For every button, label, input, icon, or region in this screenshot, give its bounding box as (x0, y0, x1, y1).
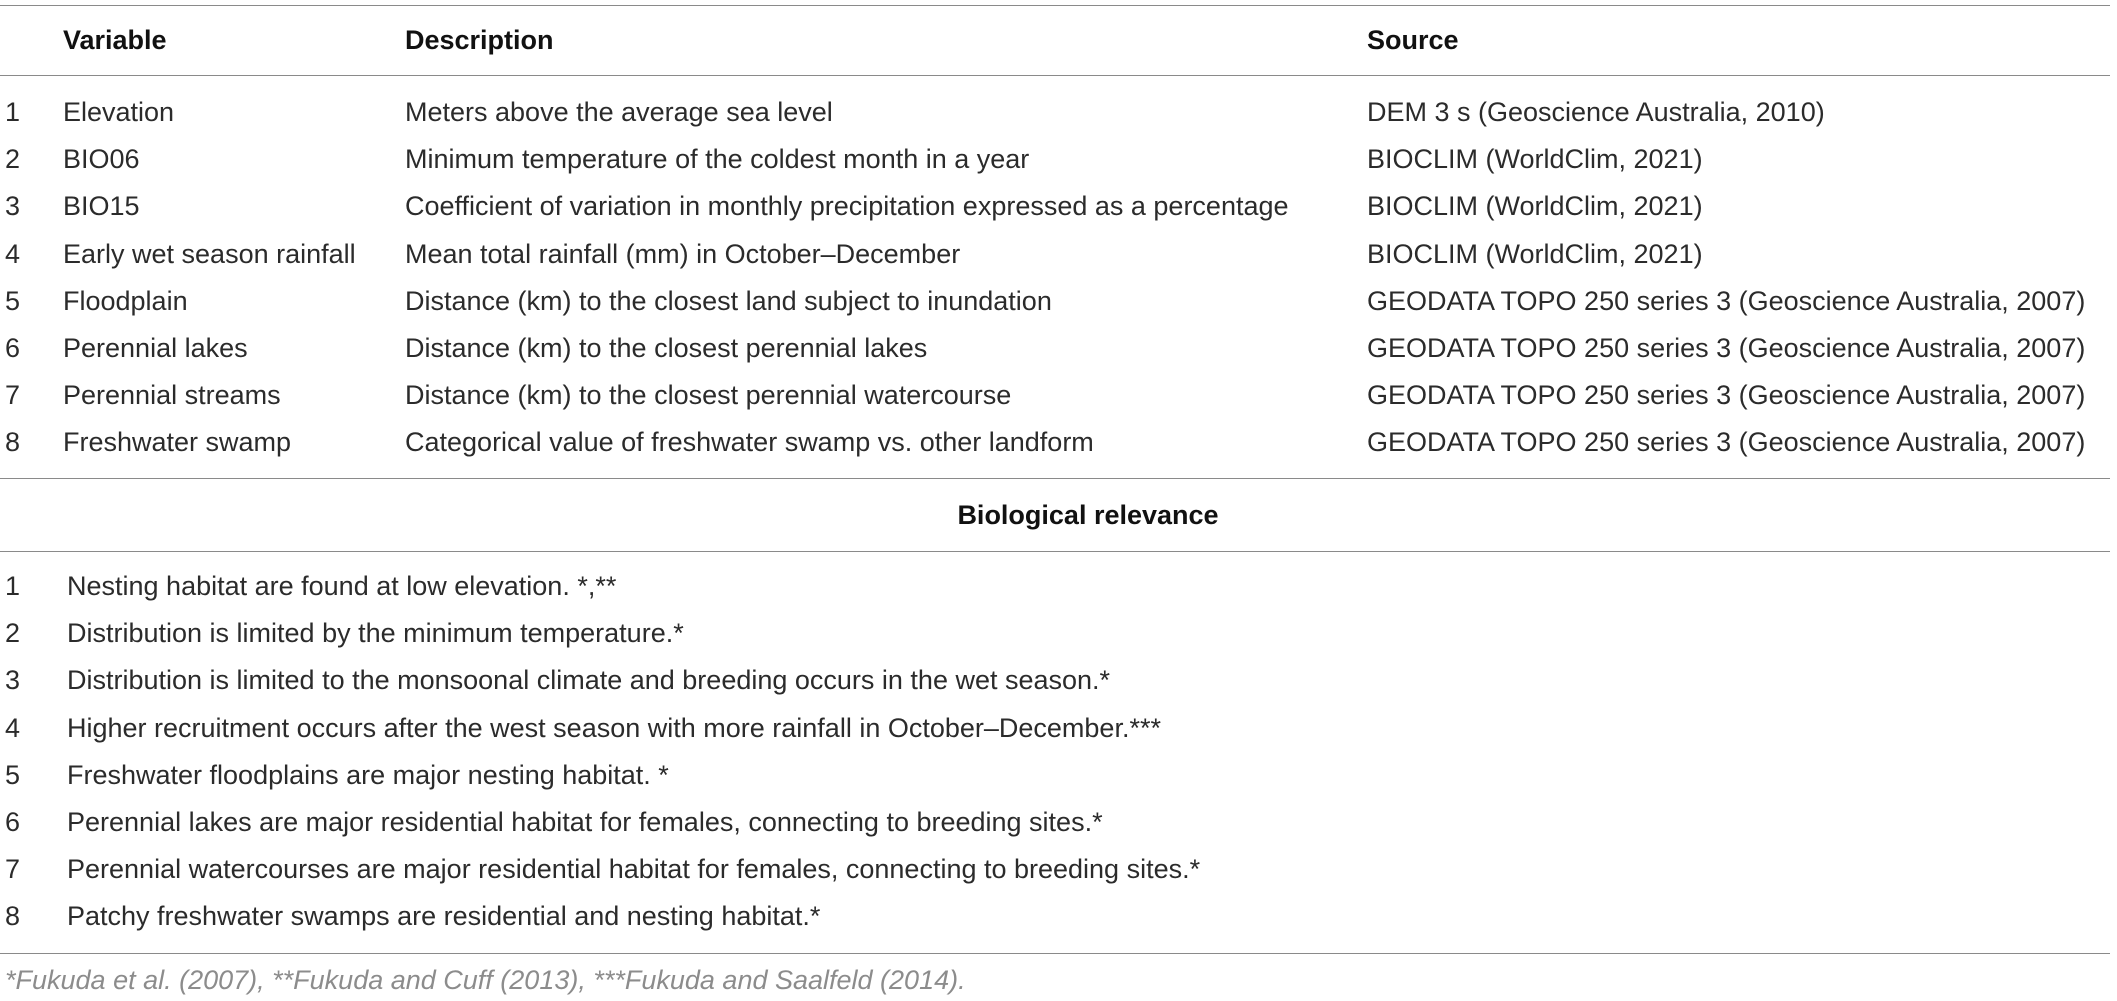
description-cell: Mean total rainfall (mm) in October–December (405, 238, 961, 269)
row-number: 2 (5, 144, 21, 175)
header-source: Source (1367, 25, 1459, 55)
biological-relevance-heading: Biological relevance (957, 500, 1219, 530)
row-number: 5 (5, 759, 21, 790)
row-number: 8 (5, 901, 21, 932)
row-number: 6 (5, 806, 21, 837)
relevance-text: Distribution is limited by the minimum temperature.* (67, 618, 684, 649)
relevance-text: Perennial watercourses are major residential habitat for females, connecting to breeding sites.* (67, 854, 1201, 885)
list-item (0, 660, 2110, 707)
header-rule (0, 75, 2110, 76)
row-number: 7 (5, 380, 21, 411)
source-cell: BIOCLIM (WorldClim, 2021) (1367, 144, 1703, 175)
description-cell: Meters above the average sea level (405, 97, 833, 127)
list-item (0, 566, 2110, 613)
description-cell: Distance (km) to the closest perennial watercourse (405, 380, 1012, 411)
relevance-header-rule (0, 551, 2110, 552)
table-row (0, 375, 2110, 422)
description-cell: Distance (km) to the closest land subject to inundation (405, 285, 1052, 316)
description-cell: Distance (km) to the closest perennial lakes (405, 332, 928, 363)
row-number: 1 (5, 571, 21, 601)
list-item (0, 802, 2110, 849)
list-item (0, 755, 2110, 802)
source-cell: DEM 3 s (Geoscience Australia, 2010) (1367, 97, 1825, 127)
relevance-text: Freshwater floodplains are major nesting habitat. * (67, 759, 669, 790)
bottom-rule (0, 953, 2110, 954)
description-cell: Minimum temperature of the coldest month in a year (405, 144, 1030, 175)
table-row (0, 328, 2110, 375)
table-row (0, 234, 2110, 281)
source-cell: GEODATA TOPO 250 series 3 (Geoscience Australia, 2007) (1367, 427, 2086, 458)
row-number: 3 (5, 665, 21, 696)
relevance-text: Higher recruitment occurs after the west season with more rainfall in October–December.*** (67, 712, 1161, 743)
description-cell: Categorical value of freshwater swamp vs. other landform (405, 427, 1094, 458)
footnote: *Fukuda et al. (2007), **Fukuda and Cuff (2013), ***Fukuda and Saalfeld (2014). (5, 965, 966, 995)
row-number: 2 (5, 618, 21, 649)
list-item (0, 708, 2110, 755)
row-number: 3 (5, 191, 21, 222)
description-cell: Coefficient of variation in monthly precipitation expressed as a percentage (405, 191, 1289, 222)
relevance-text: Perennial lakes are major residential habitat for females, connecting to breeding sites.* (67, 806, 1103, 837)
source-cell: BIOCLIM (WorldClim, 2021) (1367, 238, 1703, 269)
source-cell: GEODATA TOPO 250 series 3 (Geoscience Australia, 2007) (1367, 380, 2086, 411)
table-row (0, 281, 2110, 328)
source-cell: GEODATA TOPO 250 series 3 (Geoscience Australia, 2007) (1367, 332, 2086, 363)
relevance-text: Patchy freshwater swamps are residential and nesting habitat.* (67, 901, 821, 932)
variable-cell: Perennial lakes (63, 332, 248, 363)
list-item (0, 613, 2110, 660)
table-row (0, 186, 2110, 233)
table-header-row (0, 5, 2110, 75)
variable-table-body (0, 92, 2110, 470)
row-number: 4 (5, 712, 21, 743)
relevance-table-body (0, 566, 2110, 944)
row-number: 5 (5, 285, 21, 316)
row-number: 7 (5, 854, 21, 885)
relevance-text: Distribution is limited to the monsoonal climate and breeding occurs in the wet season.* (67, 665, 1111, 696)
variable-cell: BIO06 (63, 144, 140, 175)
source-cell: GEODATA TOPO 250 series 3 (Geoscience Australia, 2007) (1367, 285, 2086, 316)
list-item (0, 896, 2110, 943)
variable-cell: Elevation (63, 97, 175, 127)
variable-cell: Perennial streams (63, 380, 281, 411)
table-row (0, 422, 2110, 469)
row-number: 4 (5, 238, 21, 269)
variable-cell: BIO15 (63, 191, 140, 222)
table-row (0, 139, 2110, 186)
row-number: 8 (5, 427, 21, 458)
variable-cell: Floodplain (63, 285, 188, 316)
table-row (0, 92, 2110, 139)
relevance-text: Nesting habitat are found at low elevation. *,** (67, 571, 617, 601)
header-variable: Variable (63, 25, 167, 55)
header-description: Description (405, 25, 554, 55)
variable-cell: Early wet season rainfall (63, 238, 356, 269)
row-number: 6 (5, 332, 21, 363)
list-item (0, 849, 2110, 896)
row-number: 1 (5, 97, 21, 127)
source-cell: BIOCLIM (WorldClim, 2021) (1367, 191, 1703, 222)
variable-cell: Freshwater swamp (63, 427, 292, 458)
